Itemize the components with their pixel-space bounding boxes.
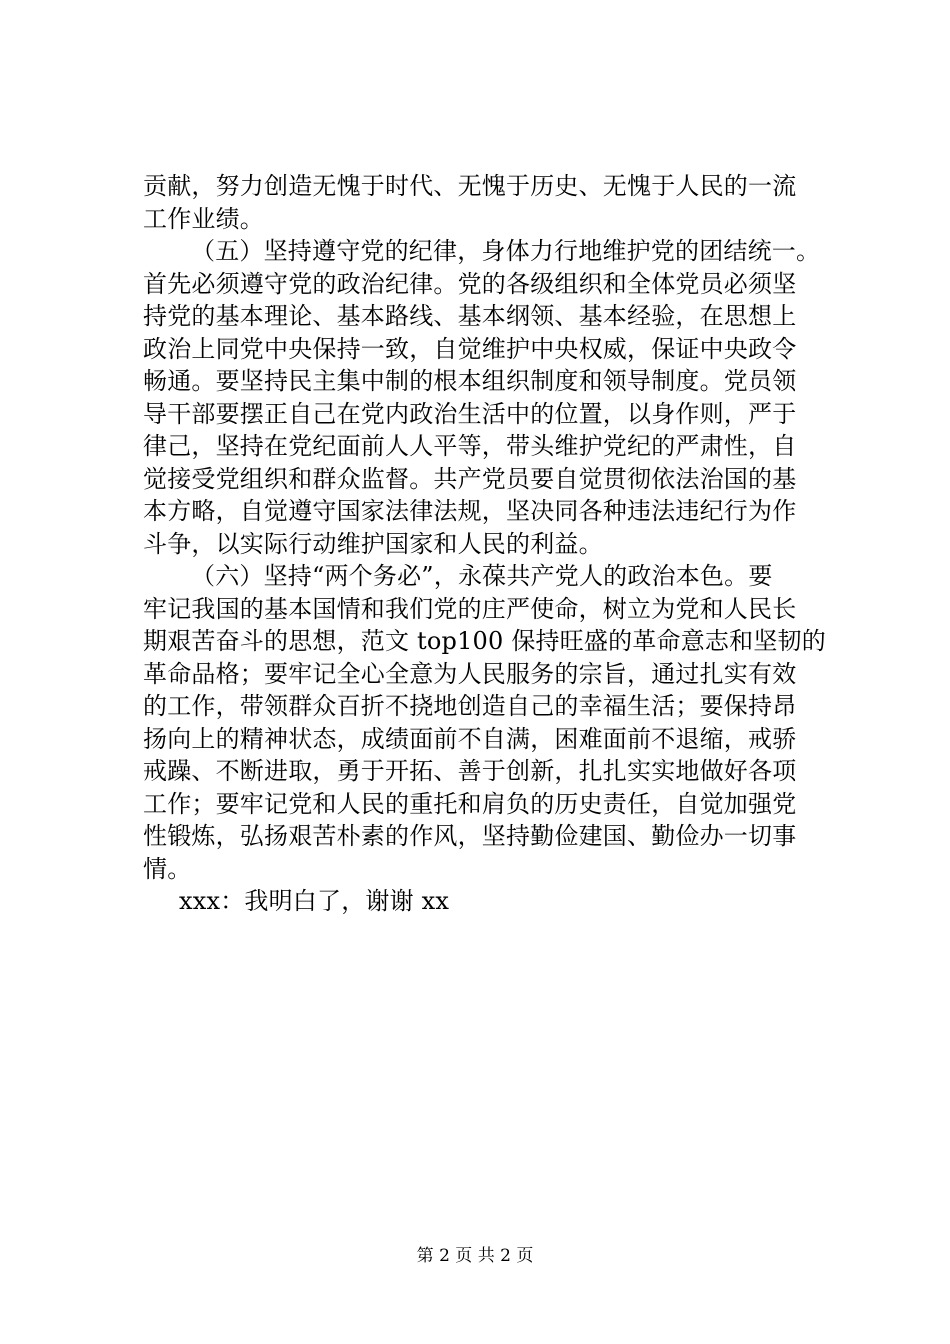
document-body <box>143 170 833 918</box>
section-heading-5: （五）坚持遵守党的纪律，身体力行地维护党的团结统一。 <box>191 237 821 265</box>
text-line: 觉接受党组织和群众监督。共产党员要自觉贯彻依法治国的基 <box>143 464 797 493</box>
text-line: 情。 <box>143 854 192 883</box>
page-footer <box>0 1245 950 1267</box>
page-indicator: 第 2 页 共 2 页 <box>416 1246 534 1266</box>
section-heading-6: （六）坚持“两个务必”，永葆共产党人的政治本色。要 <box>191 562 773 590</box>
text-line: 斗争，以实际行动维护国家和人民的利益。 <box>143 529 603 558</box>
text-line: 贡献，努力创造无愧于时代、无愧于历史、无愧于人民的一流 <box>143 172 797 200</box>
text-line: 律己，坚持在党纪面前人人平等，带头维护党纪的严肃性，自 <box>143 432 797 460</box>
text-line: 戒躁、不断进取，勇于开拓、善于创新，扎扎实实地做好各项 <box>143 757 797 785</box>
text-line: 的工作，带领群众百折不挠地创造自己的幸福生活；要保持昂 <box>143 692 797 720</box>
text-line: 革命品格；要牢记全心全意为人民服务的宗旨，通过扎实有效 <box>143 659 797 688</box>
text-line: 期艰苦奋斗的思想，范文 top100 保持旺盛的革命意志和坚韧的 <box>143 627 826 655</box>
text-line: 工作业绩。 <box>143 204 264 233</box>
text-line: 导干部要摆正自己在党内政治生活中的位置，以身作则，严于 <box>143 399 797 428</box>
text-line: 本方略，自觉遵守国家法律法规，坚决同各种违法违纪行为作 <box>143 497 797 525</box>
text-line: 政治上同党中央保持一致，自觉维护中央权威，保证中央政令 <box>143 334 797 363</box>
text-line: 扬向上的精神状态，成绩面前不自满，困难面前不退缩，戒骄 <box>143 724 797 753</box>
reply-line: xxx：我明白了，谢谢 xx <box>179 887 450 915</box>
text-line: 性锻炼，弘扬艰苦朴素的作风，坚持勤俭建国、勤俭办一切事 <box>143 822 797 850</box>
text-line: 畅通。要坚持民主集中制的根本组织制度和领导制度。党员领 <box>143 367 797 395</box>
text-line: 牢记我国的基本国情和我们党的庄严使命，树立为党和人民长 <box>143 594 797 623</box>
text-line: 工作；要牢记党和人民的重托和肩负的历史责任，自觉加强党 <box>143 789 797 818</box>
text-line: 持党的基本理论、基本路线、基本纲领、基本经验，在思想上 <box>143 302 797 330</box>
text-line: 首先必须遵守党的政治纪律。党的各级组织和全体党员必须坚 <box>143 269 797 298</box>
